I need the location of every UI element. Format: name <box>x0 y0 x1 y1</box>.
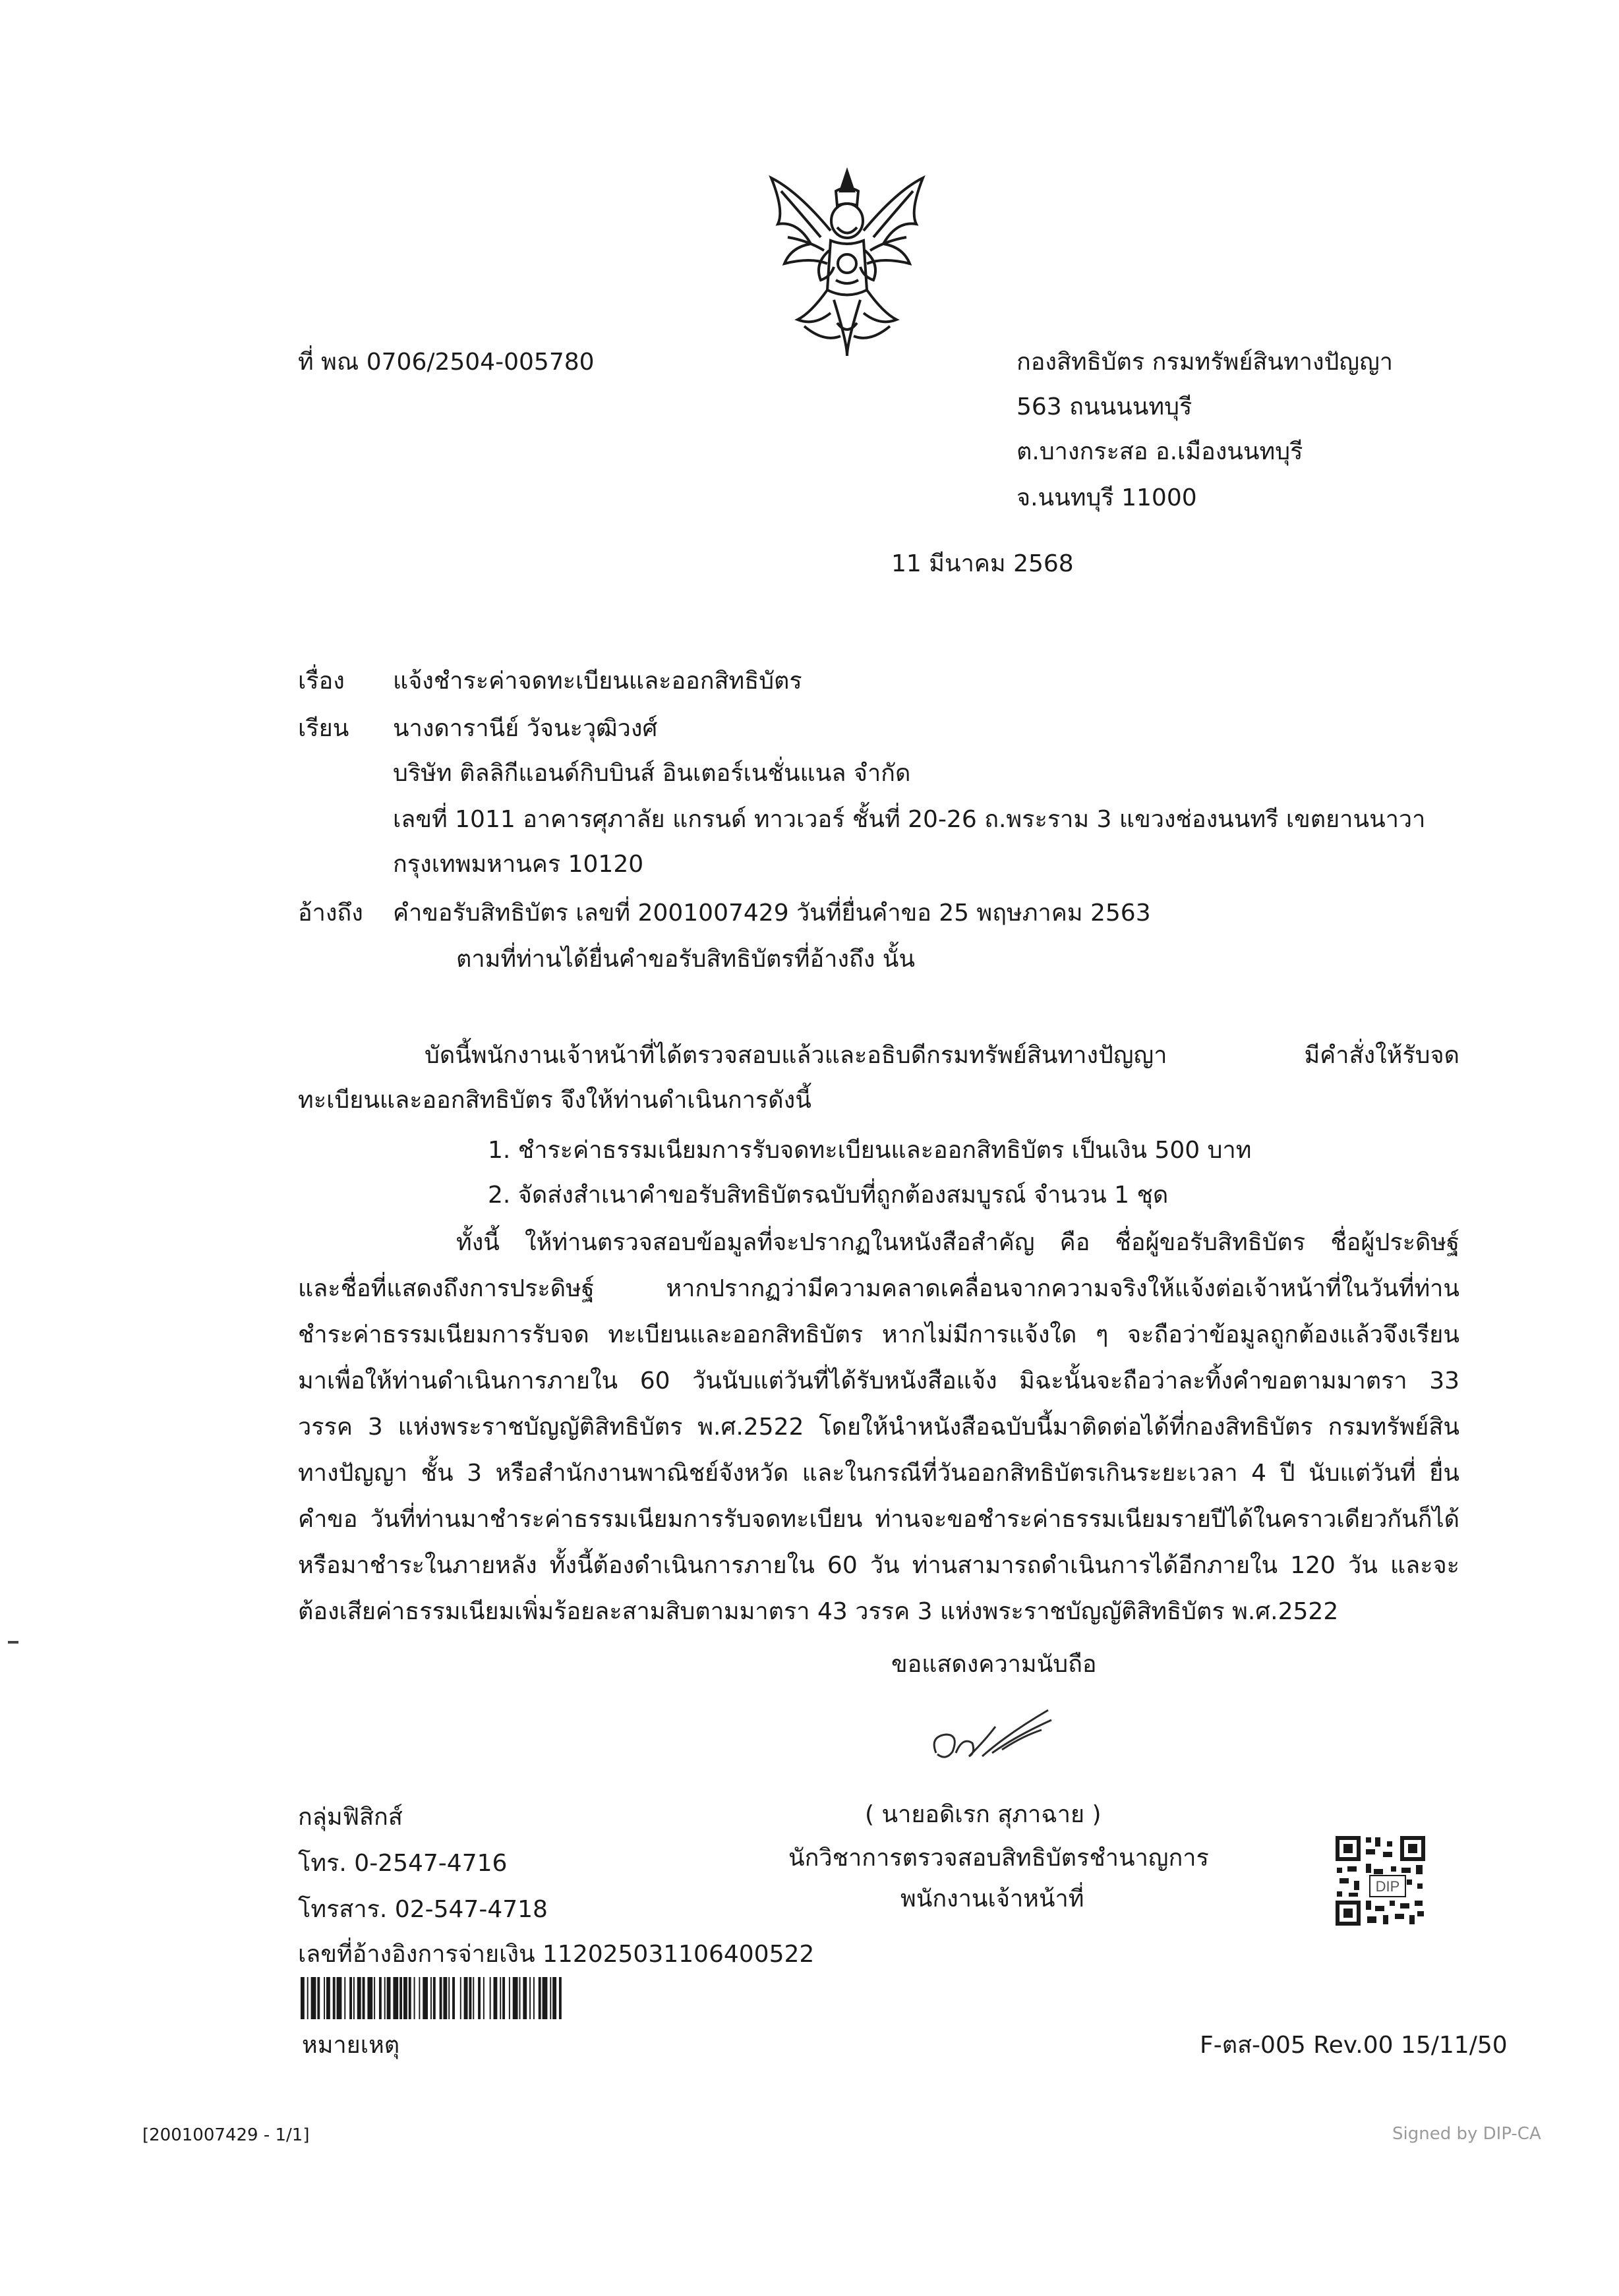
body-paragraph-2-line-4: มาเพื่อให้ท่านดำเนินการภายใน 60 วันนับแต่วันที่ได้รับหนังสือแจ้ง มิฉะนั้นจะถือว่าละทิ้งคำขอตามมาตรา 33 <box>298 1367 1459 1394</box>
barcode-bar <box>509 1977 510 2019</box>
body-paragraph-2-line-7: คำขอ วันที่ท่านมาชำระค่าธรรมเนียมการรับจดทะเบียน ท่านจะขอชำระค่าธรรมเนียมรายปีได้ในคราวเดียวกันก็ได้ <box>298 1506 1459 1533</box>
recipient-line-4: กรุงเทพมหานคร 10120 <box>393 851 644 878</box>
barcode-bar <box>387 1977 391 2019</box>
barcode-bar <box>539 1977 541 2019</box>
barcode-bar <box>337 1977 342 2019</box>
barcode-bar <box>414 1977 415 2019</box>
contact-group: กลุ่มฟิสิกส์ <box>298 1804 403 1831</box>
barcode-bar <box>529 1977 531 2019</box>
barcode-bar <box>473 1977 474 2019</box>
reference-label: อ้างถึง <box>298 900 363 927</box>
barcode-bar <box>552 1977 556 2019</box>
barcode-bar <box>533 1977 535 2019</box>
recipient-line-1: นางดารานีย์ วัจนะวุฒิวงศ์ <box>393 715 658 742</box>
subject-text: แจ้งชำระค่าจดทะเบียนและออกสิทธิบัตร <box>393 668 802 695</box>
document-date: 11 มีนาคม 2568 <box>891 550 1074 577</box>
barcode-bar <box>502 1977 505 2019</box>
barcode-bar <box>519 1977 521 2019</box>
barcode <box>301 1977 591 2019</box>
garuda-emblem <box>758 165 936 362</box>
barcode-bar <box>490 1977 491 2019</box>
barcode-bar <box>550 1977 551 2019</box>
body-paragraph-2-line-2: และชื่อที่แสดงถึงการประดิษฐ์ หากปรากฏว่ามีความคลาดเคลื่อนจากความจริงให้แจ้งต่อเจ้าหน้าที่ในวันที่ท่าน <box>298 1275 1459 1302</box>
barcode-bar <box>464 1977 468 2019</box>
body-paragraph-2-line-6: ทางปัญญา ชั้น 3 หรือสำนักงานพาณิชย์จังหวัด และในกรณีที่วันออกสิทธิบัตรเกินระยะเวลา 4 ปี นับแต่วันที่ ยื่น <box>298 1460 1459 1487</box>
barcode-bar <box>478 1977 481 2019</box>
barcode-bar <box>419 1977 420 2019</box>
digital-signature-label: Signed by DIP-CA <box>1392 2124 1541 2144</box>
recipient-label: เรียน <box>298 715 349 742</box>
barcode-bar <box>384 1977 386 2019</box>
barcode-bar <box>559 1977 562 2019</box>
barcode-bar <box>483 1977 485 2019</box>
reference-number: ที่ พณ 0706/2504-005780 <box>298 349 595 376</box>
barcode-bar <box>403 1977 407 2019</box>
signatory-position: นักวิชาการตรวจสอบสิทธิบัตรชำนาญการ <box>788 1845 1209 1872</box>
barcode-bar <box>430 1977 432 2019</box>
address-line-2: 563 ถนนนนทบุรี <box>1016 393 1192 420</box>
barcode-bar <box>423 1977 428 2019</box>
barcode-bar <box>494 1977 498 2019</box>
barcode-bar <box>543 1977 548 2019</box>
barcode-bar <box>443 1977 447 2019</box>
list-item-2: 2. จัดส่งสำเนาคำขอรับสิทธิบัตรฉบับที่ถูกต้องสมบูรณ์ จำนวน 1 ชุด <box>488 1182 1169 1209</box>
body-paragraph-1-line-1: บัดนี้พนักงานเจ้าหน้าที่ได้ตรวจสอบแล้วและอธิบดีกรมทรัพย์สินทางปัญญา มีคำสั่งให้รับจด <box>425 1042 1459 1069</box>
qr-center-label: DIP <box>1375 1878 1400 1895</box>
signatory-name: ( นายอดิเรก สุภาฉาย ) <box>865 1801 1102 1828</box>
barcode-bar <box>349 1977 352 2019</box>
form-code: F-ตส-005 Rev.00 15/11/50 <box>1200 2032 1508 2059</box>
reference-line-1: คำขอรับสิทธิบัตร เลขที่ 2001007429 วันที่ยื่นคำขอ 25 พฤษภาคม 2563 <box>393 900 1151 927</box>
body-paragraph-2-line-3: ชำระค่าธรรมเนียมการรับจด ทะเบียนและออกสิทธิบัตร หากไม่มีการแจ้งใด ๆ จะถือว่าข้อมูลถูกต้องแล้วจึงเรียน <box>298 1321 1459 1348</box>
barcode-bar <box>460 1977 461 2019</box>
signature <box>923 1700 1061 1773</box>
barcode-bar <box>311 1977 316 2019</box>
body-paragraph-2-line-5: วรรค 3 แห่งพระราชบัญญัติสิทธิบัตร พ.ศ.2522 โดยให้นำหนังสือฉบับนี้มาติดต่อได้ที่กองสิทธิบัตร กรมทรัพย์สิน <box>298 1414 1459 1441</box>
barcode-bar <box>452 1977 455 2019</box>
address-line-4: จ.นนทบุรี 11000 <box>1016 484 1197 511</box>
subject-label: เรื่อง <box>298 668 345 695</box>
closing-salutation: ขอแสดงความนับถือ <box>891 1651 1097 1678</box>
body-paragraph-2-line-1: ทั้งนี้ ให้ท่านตรวจสอบข้อมูลที่จะปรากฏในหนังสือสำคัญ คือ ชื่อผู้ขอรับสิทธิบัตร ชื่อผู้ประดิษฐ์ <box>456 1229 1459 1256</box>
contact-fax: โทรสาร. 02-547-4718 <box>298 1896 548 1923</box>
barcode-bar <box>513 1977 518 2019</box>
barcode-bar <box>363 1977 365 2019</box>
barcode-bar <box>523 1977 527 2019</box>
barcode-bar <box>393 1977 398 2019</box>
barcode-bar <box>440 1977 442 2019</box>
address-line-3: ต.บางกระสอ อ.เมืองนนทบุรี <box>1016 438 1303 465</box>
barcode-bar <box>379 1977 382 2019</box>
page-reference: [2001007429 - 1/1] <box>142 2125 310 2145</box>
signatory-role: พนักงานเจ้าหน้าที่ <box>900 1885 1084 1912</box>
barcode-bar <box>433 1977 436 2019</box>
barcode-bar <box>357 1977 361 2019</box>
body-paragraph-2-line-8: หรือมาชำระในภายหลัง ทั้งนี้ต้องดำเนินการภายใน 60 วัน ท่านสามารถดำเนินการได้อีกภายใน 120 วัน และจะ <box>298 1552 1459 1579</box>
barcode-bar <box>326 1977 330 2019</box>
barcode-bar <box>469 1977 471 2019</box>
barcode-bar <box>307 1977 309 2019</box>
contact-telephone: โทร. 0-2547-4716 <box>298 1850 508 1877</box>
qr-code <box>1334 1835 1427 1927</box>
barcode-bar <box>324 1977 325 2019</box>
payment-reference: เลขที่อ้างอิงการจ่ายเงิน 112025031106400522 <box>298 1941 815 1968</box>
barcode-bar <box>409 1977 411 2019</box>
recipient-line-3: เลขที่ 1011 อาคารศุภาลัย แกรนด์ ทาวเวอร์ ชั้นที่ 20-26 ถ.พระราม 3 แขวงช่องนนทรี เขตยานนาวา <box>393 806 1426 833</box>
barcode-bar <box>333 1977 336 2019</box>
note-label: หมายเหตุ <box>302 2032 400 2059</box>
barcode-bar <box>399 1977 402 2019</box>
barcode-bar <box>374 1977 375 2019</box>
body-paragraph-2-line-9: ต้องเสียค่าธรรมเนียมเพิ่มร้อยละสามสิบตามมาตรา 43 วรรค 3 แห่งพระราชบัญญัติสิทธิบัตร พ.ศ.2522 <box>298 1598 1339 1625</box>
recipient-line-2: บริษัท ติลลิกีแอนด์กิบบินส์ อินเตอร์เนชั่นแนล จำกัด <box>393 760 911 787</box>
margin-mark <box>8 1641 18 1644</box>
barcode-bar <box>367 1977 372 2019</box>
barcode-bar <box>353 1977 355 2019</box>
barcode-bar <box>317 1977 320 2019</box>
barcode-bar <box>500 1977 501 2019</box>
barcode-bar <box>448 1977 450 2019</box>
address-line-1: กองสิทธิบัตร กรมทรัพย์สินทางปัญญา <box>1016 349 1393 376</box>
barcode-bar <box>301 1977 305 2019</box>
body-paragraph-1-line-2: ทะเบียนและออกสิทธิบัตร จึงให้ท่านดำเนินการดังนี้ <box>298 1087 811 1114</box>
reference-line-2: ตามที่ท่านได้ยื่นคำขอรับสิทธิบัตรที่อ้างถึง นั้น <box>456 946 915 973</box>
list-item-1: 1. ชำระค่าธรรมเนียมการรับจดทะเบียนและออกสิทธิบัตร เป็นเงิน 500 บาท <box>488 1137 1252 1164</box>
barcode-bar <box>344 1977 345 2019</box>
